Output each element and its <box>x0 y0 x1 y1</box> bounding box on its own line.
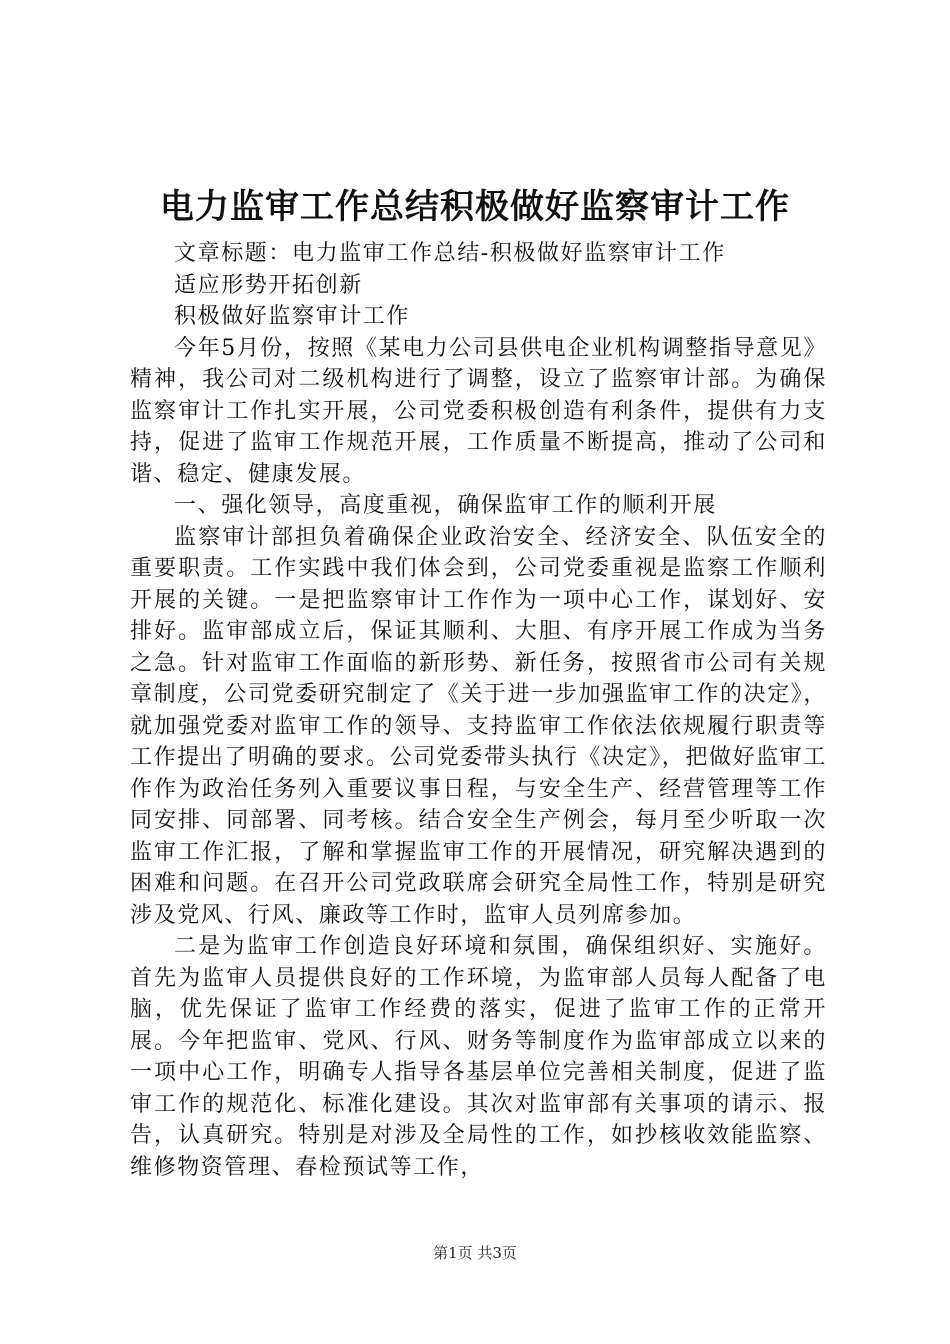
page-number-footer: 第1页 共3页 <box>433 1244 517 1262</box>
document-body <box>130 238 827 1183</box>
section-heading: 一、强化领导，高度重视，确保监审工作的顺利开展 <box>174 493 717 518</box>
document-title: 电力监审工作总结积极做好监察审计工作 <box>160 187 790 227</box>
body-paragraph: 二是为监审工作创造良好环境和氛围，确保组织好、实施好。首先为监审人员提供良好的工作环境，为监审部人员每人配备了电脑，优先保证了监审工作经费的落实，促进了监审工作的正常开展。今年把监审、党风、行风、财务等制度作为监审部成立以来的一项中心工作，明确专人指导各基层单位完善相关制度，促进了监审工作的规范化、标准化建设。其次对监审部有关事项的请示、报告，认真研究。特别是对涉及全局性的工作，如抄核收效能监察、维修物资管理、春检预试等工作， <box>130 934 827 1180</box>
body-paragraph: 监察审计部担负着确保企业政治安全、经济安全、队伍安全的重要职责。工作实践中我们体会到，公司党委重视是监察工作顺利开展的关键。一是把监察审计工作作为一项中心工作，谋划好、安排好。监审部成立后，保证其顺利、大胆、有序开展工作成为当务之急。针对监审工作面临的新形势、新任务，按照省市公司有关规章制度，公司党委研究制定了《关于进一步加强监审工作的决定》，就加强党委对监审工作的领导、支持监审工作依法依规履行职责等工作提出了明确的要求。公司党委带头执行《决定》，把做好监审工作作为政治任务列入重要议事日程，与安全生产、经营管理等工作同安排、同部署、同考核。结合安全生产例会，每月至少听取一次监审工作汇报，了解和掌握监审工作的开展情况，研究解决遇到的困难和问题。在召开公司党政联席会研究全局性工作，特别是研究涉及党风、行风、廉政等工作时，监审人员列席参加。 <box>130 524 828 928</box>
article-label-paragraph: 文章标题：电力监审工作总结-积极做好监察审计工作 <box>174 241 726 266</box>
body-paragraph: 今年5月份，按照《某电力公司县供电企业机构调整指导意见》精神，我公司对二级机构进行了调整，设立了监察审计部。为确保监察审计工作扎实开展，公司党委积极创造有利条件，提供有力支持，促进了监审工作规范开展，工作质量不断提高，推动了公司和谐、稳定、健康发展。 <box>130 335 827 487</box>
subtitle-paragraph: 积极做好监察审计工作 <box>174 304 411 329</box>
subtitle-paragraph: 适应形势开拓创新 <box>174 272 363 298</box>
